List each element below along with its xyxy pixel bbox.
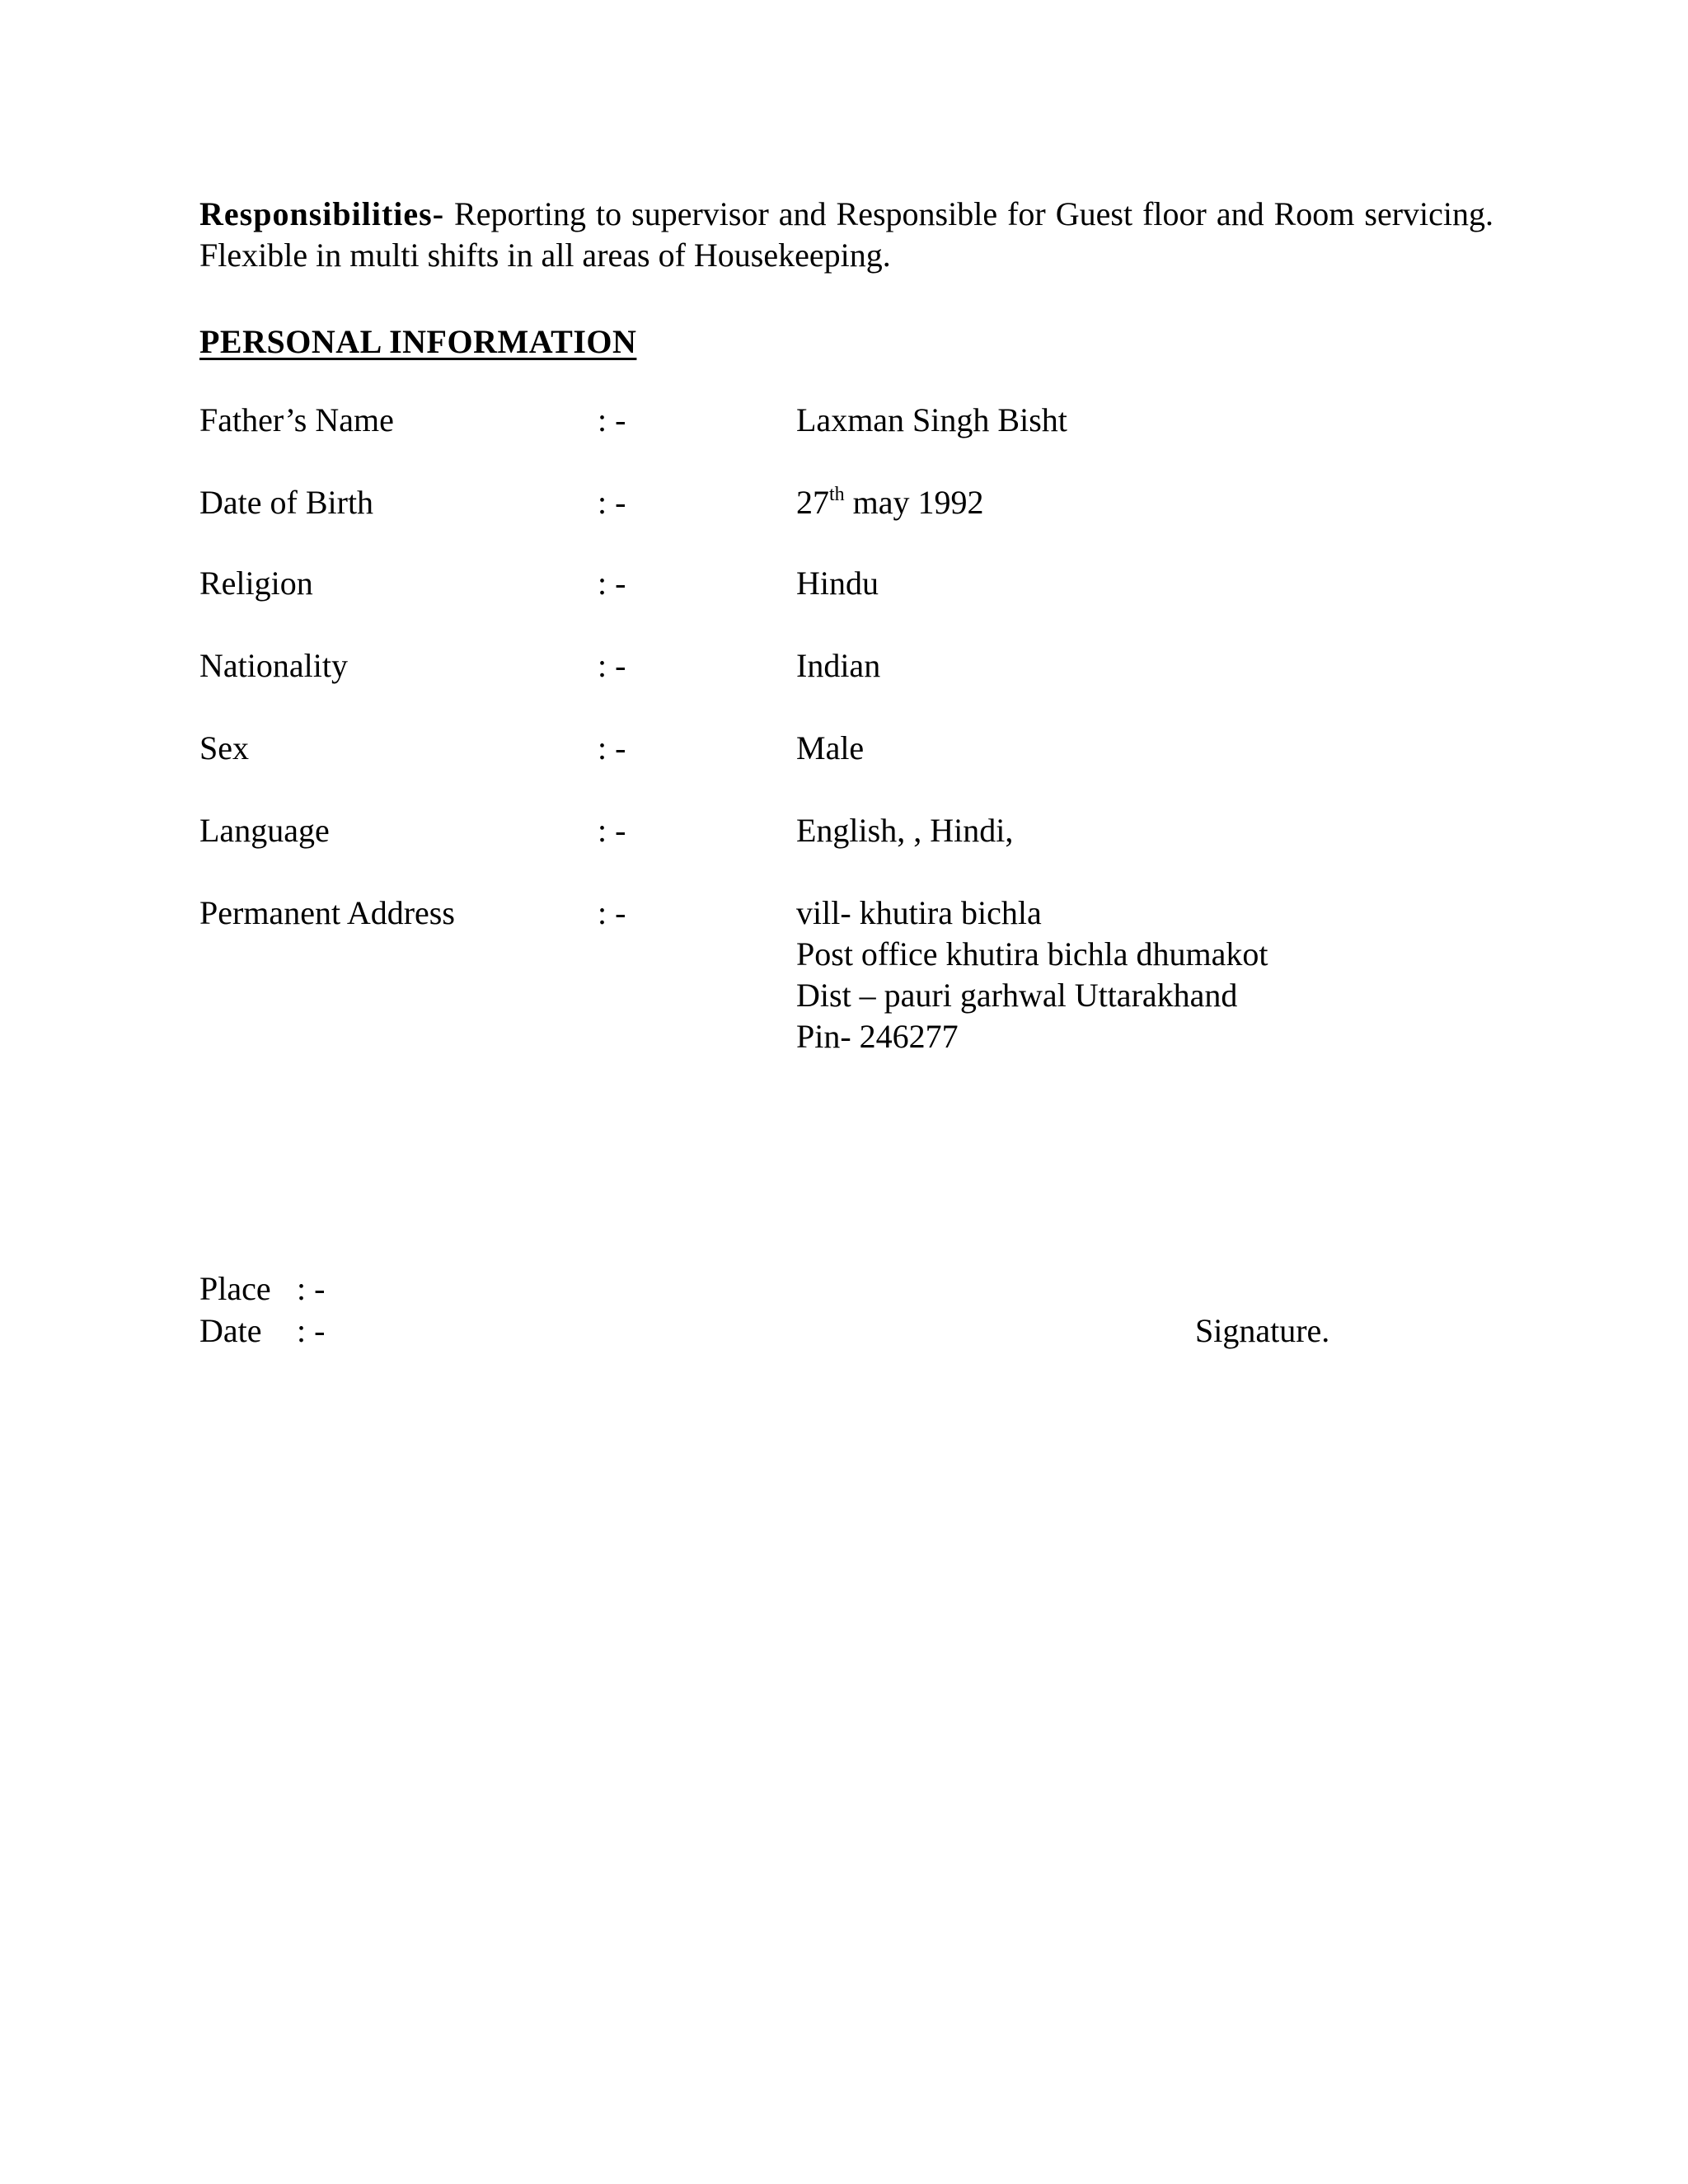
date-separator: : - bbox=[297, 1312, 326, 1349]
date-of-birth-label: Date of Birth bbox=[199, 484, 374, 521]
date-label: Date bbox=[199, 1312, 262, 1349]
permanent-address-label: Permanent Address bbox=[199, 894, 455, 931]
nationality-separator: : - bbox=[598, 647, 626, 684]
religion-separator: : - bbox=[598, 565, 626, 602]
sex-label: Sex bbox=[199, 729, 249, 766]
address-line: Post office khutira bichla dhumakot bbox=[796, 935, 1268, 972]
date-of-birth-ordinal: th bbox=[829, 483, 845, 505]
permanent-address-value bbox=[796, 893, 1268, 1057]
responsibilities-text: Reporting to supervisor and Responsible for Guest floor and Room servicing. Flexible in multi shifts in all areas of Housekeeping. bbox=[199, 195, 1493, 274]
religion-label: Religion bbox=[199, 565, 313, 602]
address-line: vill- khutira bichla bbox=[796, 894, 1042, 931]
responsibilities-paragraph bbox=[199, 194, 1493, 276]
permanent-address-separator: : - bbox=[598, 894, 626, 931]
date-of-birth-month-year: may 1992 bbox=[844, 484, 984, 521]
fathers-name-value: Laxman Singh Bisht bbox=[796, 401, 1067, 438]
date-of-birth-separator: : - bbox=[598, 484, 626, 521]
fathers-name-label: Father’s Name bbox=[199, 401, 394, 438]
fathers-name-separator: : - bbox=[598, 401, 626, 438]
nationality-value: Indian bbox=[796, 647, 881, 684]
sex-value: Male bbox=[796, 729, 865, 766]
responsibilities-label: Responsibilities- bbox=[199, 195, 445, 232]
place-separator: : - bbox=[297, 1270, 326, 1307]
date-of-birth-value bbox=[796, 482, 984, 523]
language-separator: : - bbox=[598, 812, 626, 849]
address-line: Pin- 246277 bbox=[796, 1018, 959, 1055]
sex-separator: : - bbox=[598, 729, 626, 766]
religion-value: Hindu bbox=[796, 565, 879, 602]
date-of-birth-day: 27 bbox=[796, 484, 829, 521]
address-line: Dist – pauri garhwal Uttarakhand bbox=[796, 977, 1238, 1014]
language-label: Language bbox=[199, 812, 330, 849]
signature-label: Signature. bbox=[1195, 1312, 1330, 1349]
personal-information-heading: PERSONAL INFORMATION bbox=[199, 323, 637, 360]
place-label: Place bbox=[199, 1270, 271, 1307]
nationality-label: Nationality bbox=[199, 647, 348, 684]
language-value: English, , Hindi, bbox=[796, 812, 1014, 849]
